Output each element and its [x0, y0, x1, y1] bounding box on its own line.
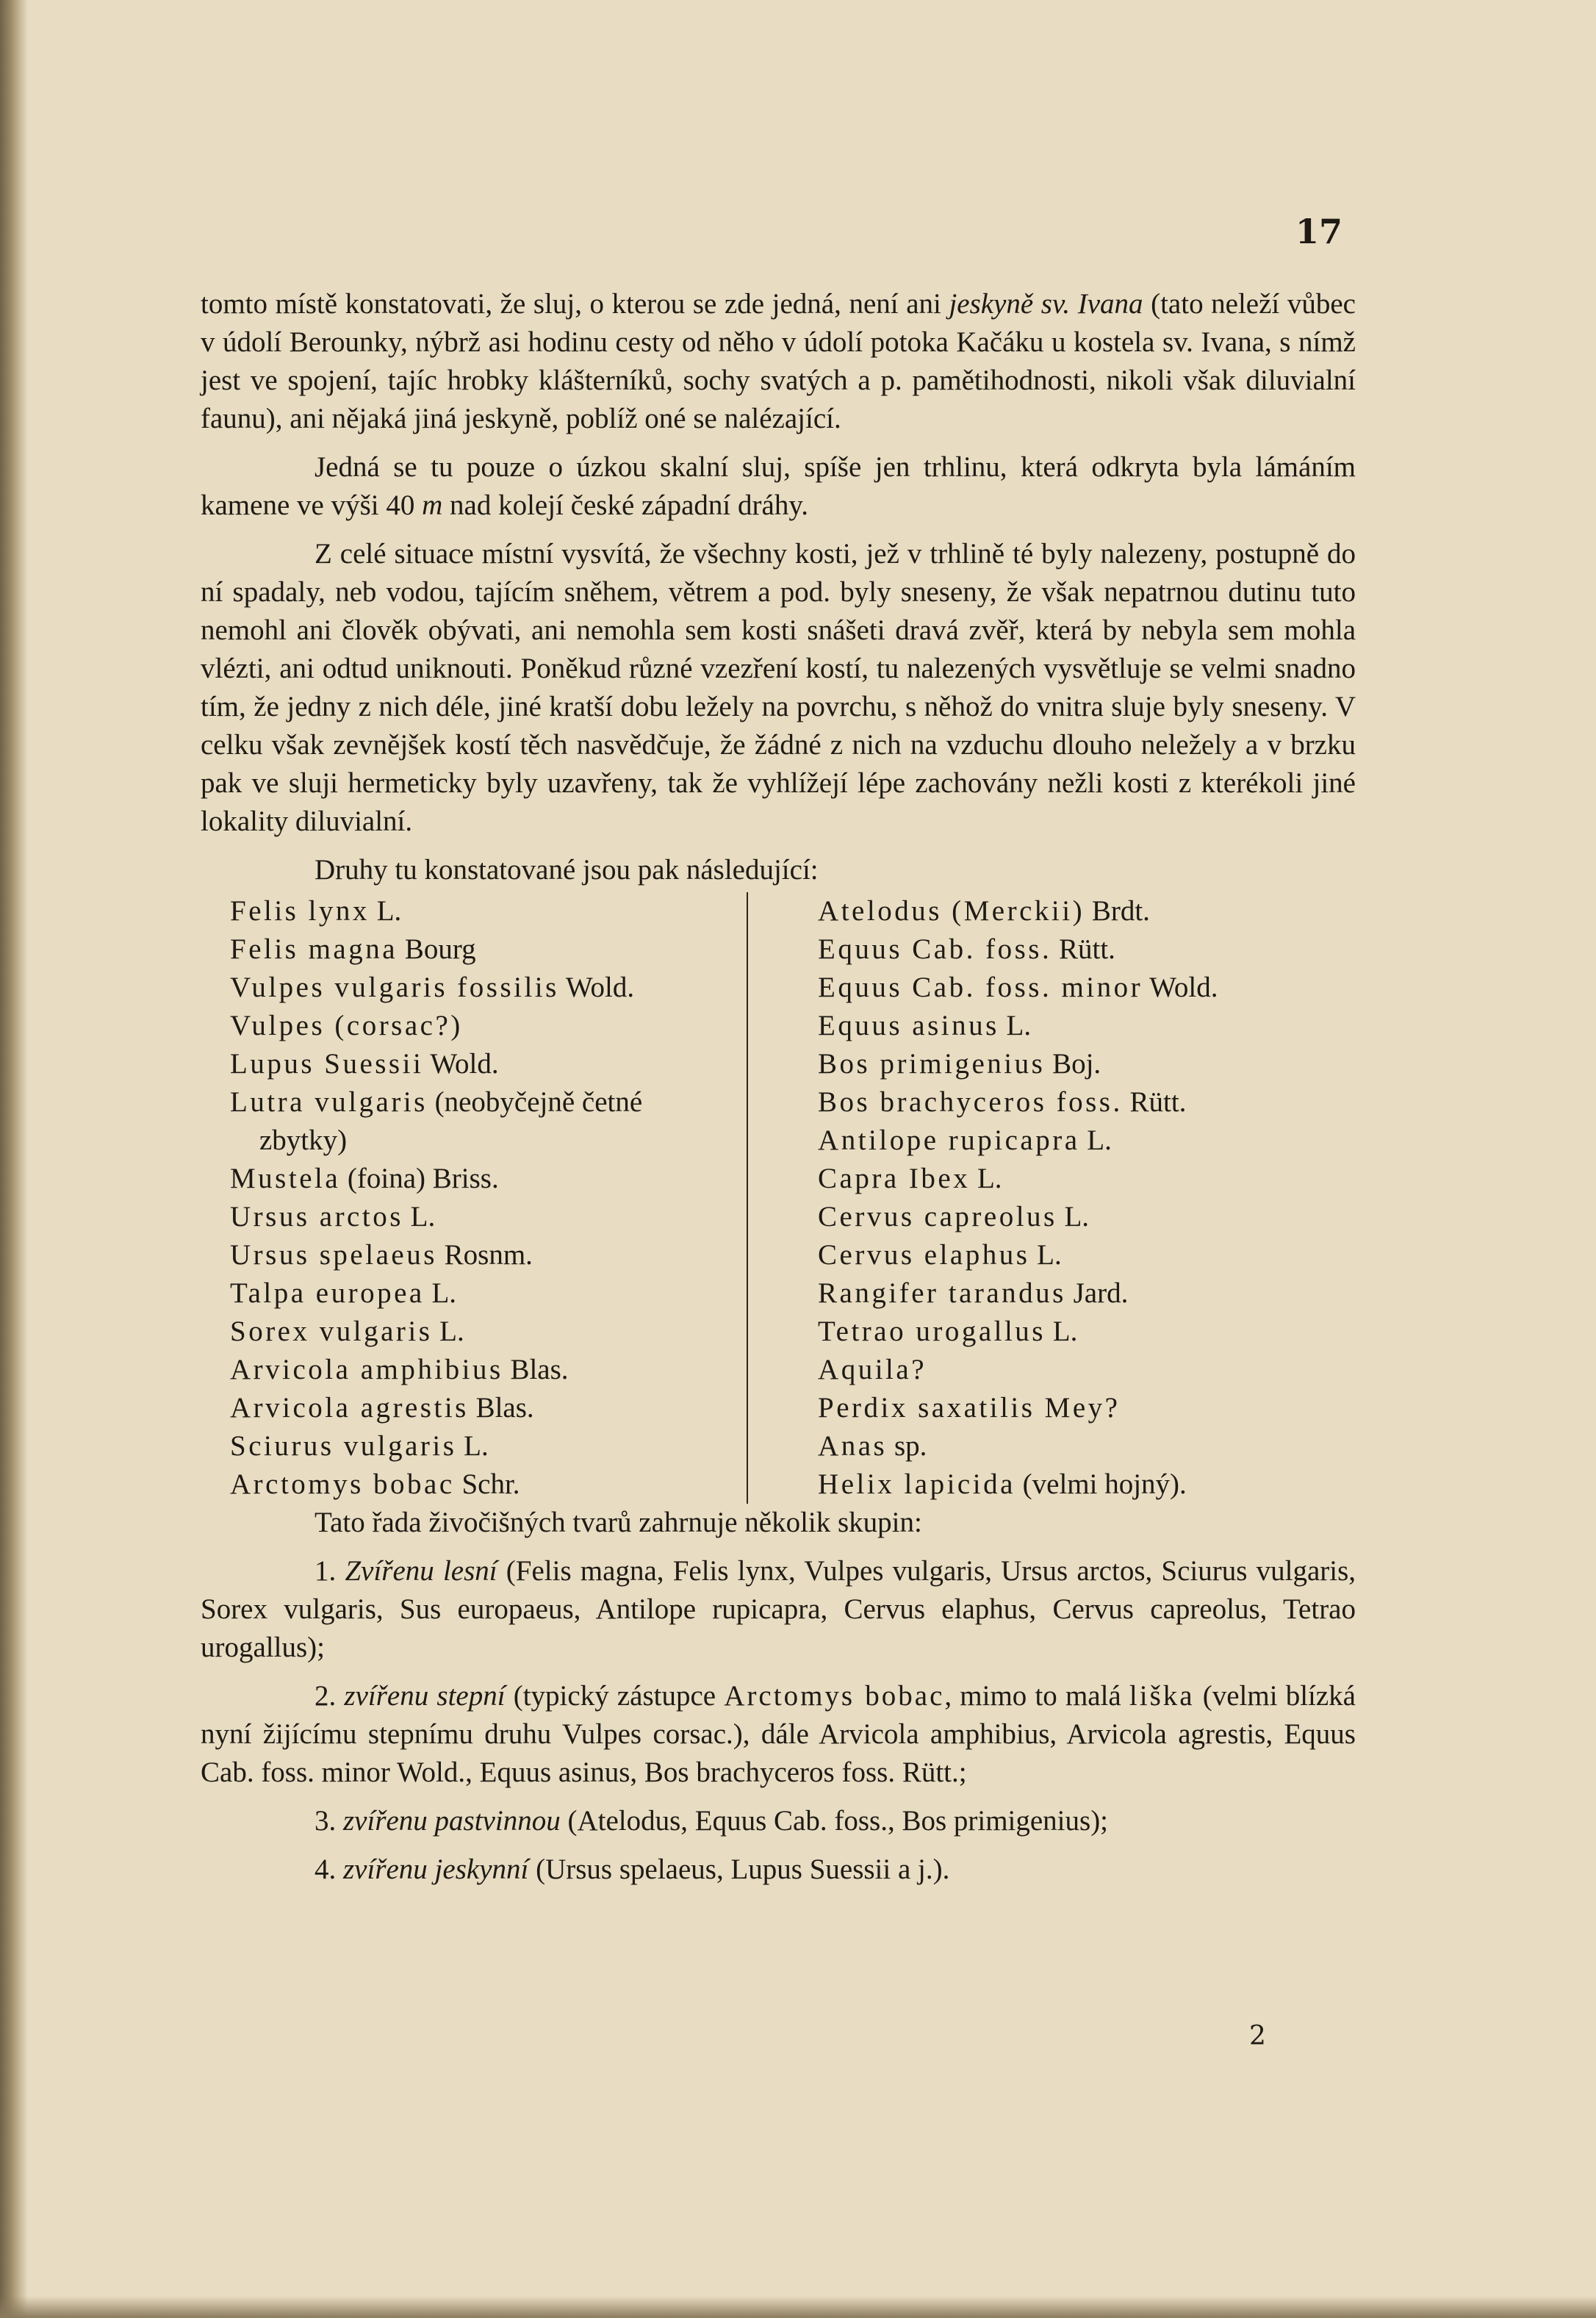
species-item — [230, 1313, 747, 1351]
species-name: Aquila? — [818, 1354, 927, 1385]
species-name: Arvicola amphibius — [230, 1354, 503, 1385]
species-name: Arvicola agrestis — [230, 1392, 469, 1424]
species-author: L. — [1029, 1239, 1062, 1271]
species-item — [818, 969, 1356, 1007]
species-author: L. — [1046, 1316, 1078, 1347]
page-number: 17 — [1295, 212, 1342, 251]
species-name: Talpa europea — [230, 1277, 425, 1309]
species-author: (foina) Briss. — [340, 1163, 499, 1194]
species-list — [201, 892, 1356, 1504]
species-name: Arctomys bobac — [230, 1468, 455, 1500]
body-text — [201, 285, 1356, 1889]
page-bottom-edge — [0, 2296, 1596, 2318]
species-item — [818, 1007, 1356, 1045]
list-intro: Druhy tu konstatované jsou pak následující: — [314, 854, 819, 886]
species-author: Schr. — [454, 1468, 520, 1500]
species-item — [818, 1313, 1356, 1351]
species-author: sp. — [887, 1430, 927, 1462]
species-author: L. — [403, 1201, 436, 1232]
species-name: Ursus arctos — [230, 1201, 403, 1232]
species-name: Lupus Suessii — [230, 1048, 424, 1080]
species-author: Wold. — [558, 972, 635, 1003]
species-column-right — [747, 892, 1356, 1504]
species-item — [230, 1427, 747, 1465]
species-item — [818, 1274, 1356, 1313]
species-author: Wold. — [423, 1048, 499, 1080]
species-author: L. — [1057, 1201, 1090, 1232]
species-author: Rütt. — [1122, 1086, 1187, 1118]
species-item — [818, 1083, 1356, 1122]
species-item — [818, 1198, 1356, 1236]
species-name: Mustela — [230, 1163, 341, 1194]
group-1: 1. Zvířenu lesní (Felis magna, Felis lynx, Vulpes vulgaris, Ursus arctos, Sciurus vulgaris, Sorex vulgaris, Sus europaeus, Antilope rupicapra, Cervus elaphus, Cervus capreolus, Tetrao urogallus); — [201, 1555, 1356, 1663]
species-item — [230, 1351, 747, 1389]
species-author: Boj. — [1045, 1048, 1101, 1080]
species-item — [818, 1160, 1356, 1198]
species-item — [230, 969, 747, 1007]
group-3: 3. zvířenu pastvinnou (Atelodus, Equus Cab. foss., Bos primigenius); — [314, 1805, 1109, 1837]
species-item — [230, 1083, 747, 1122]
species-item — [230, 1045, 747, 1083]
species-item — [230, 1389, 747, 1427]
species-name: Cervus elaphus — [818, 1239, 1030, 1271]
species-column-left — [201, 892, 747, 1504]
species-author: Brdt. — [1085, 895, 1150, 927]
paragraph-1: tomto místě konstatovati, že sluj, o kterou se zde jedná, není ani jeskyně sv. Ivana (tato neleží vůbec v údolí Berounky, nýbrž asi hodinu cesty od něho v údolí potoka Kačáku u kostela sv. Ivana, s nímž jest ve spojení, tajíc hrobky klášterníků, sochy svatých a p. pamětihodnosti, nikoli však diluvialní faunu), ani nějaká jiná jeskyně, poblíž oné se nalézající. — [201, 288, 1356, 434]
species-item — [818, 1122, 1356, 1160]
signature-mark: 2 — [1249, 2021, 1266, 2051]
species-name: Equus asinus — [818, 1010, 999, 1041]
species-name: Antilope rupicapra — [818, 1124, 1080, 1156]
species-item-continuation: zbytky) — [259, 1124, 348, 1156]
groups-intro: Tato řada živočišných tvarů zahrnuje několik skupin: — [314, 1507, 922, 1538]
species-name: Ursus spelaeus — [230, 1239, 437, 1271]
species-name: Equus Cab. foss. — [818, 933, 1052, 965]
species-name: Equus Cab. foss. minor — [818, 972, 1143, 1003]
species-name: Cervus capreolus — [818, 1201, 1057, 1232]
species-author: L. — [1079, 1124, 1112, 1156]
species-author: L. — [424, 1277, 457, 1309]
species-author: Blas. — [468, 1392, 534, 1424]
species-author: Blas. — [503, 1354, 569, 1385]
species-name: Felis magna — [230, 933, 398, 965]
species-name: Vulpes (corsac?) — [230, 1010, 463, 1041]
species-name: Bos brachyceros foss. — [818, 1086, 1123, 1118]
species-author: Rütt. — [1052, 933, 1115, 965]
species-author: Wold. — [1143, 972, 1218, 1003]
book-spine-shadow — [0, 0, 28, 2318]
species-item — [818, 1236, 1356, 1274]
species-item — [818, 1351, 1356, 1389]
species-author: L. — [970, 1163, 1002, 1194]
species-name: Felis lynx — [230, 895, 370, 927]
species-item — [230, 1160, 747, 1198]
species-name: Sciurus vulgaris — [230, 1430, 457, 1462]
species-author: (neobyčejně četné — [427, 1086, 643, 1118]
species-item — [818, 1427, 1356, 1465]
species-item — [230, 1007, 747, 1045]
species-name: Atelodus (Merckii) — [818, 895, 1085, 927]
species-item — [230, 930, 747, 969]
species-author: Bourg — [398, 933, 476, 965]
species-name: Vulpes vulgaris fossilis — [230, 972, 559, 1003]
species-name: Tetrao urogallus — [818, 1316, 1046, 1347]
species-item — [230, 1236, 747, 1274]
species-author: L. — [999, 1010, 1032, 1041]
paragraph-3: Z celé situace místní vysvítá, že všechny kosti, jež v trhlině té byly nalezeny, postupně do ní spadaly, neb vodou, tajícím sněhem, větrem a pod. byly sneseny, že však nepatrnou dutinu tuto nemohl ani člověk obývati, ani nemohla sem kosti snášeti dravá zvěř, která by nebyla sem mohla vlézti, ani odtud uniknouti. Poněkud různé vzezření kostí, tu nalezených vysvětluje se velmi snadno tím, že jedny z nich déle, jiné kratší dobu ležely na povrchu, s něhož do vnitra sluje byly sneseny. V celku však zevnějšek kostí těch nasvědčuje, že žádné z nich na vzduchu dlouho neležely a v brzku pak ve sluji hermeticky byly uzavřeny, tak že vyhlížejí lépe zachovány nežli kosti z kterékoli jiné lokality diluvialní. — [201, 538, 1356, 837]
species-author: L. — [432, 1316, 464, 1347]
species-name: Sorex vulgaris — [230, 1316, 433, 1347]
species-author: Rosnm. — [436, 1239, 533, 1271]
species-name: Perdix saxatilis Mey? — [818, 1392, 1121, 1424]
species-author: Jard. — [1065, 1277, 1129, 1309]
species-name: Rangifer tarandus — [818, 1277, 1066, 1309]
species-author: L. — [456, 1430, 489, 1462]
species-name: Lutra vulgaris — [230, 1086, 428, 1118]
species-item — [818, 1465, 1356, 1504]
group-2: 2. zvířenu stepní (typický zástupce Arctomys bobac, mimo to malá liška (velmi blízká nyní žijícímu stepnímu druhu Vulpes corsac.), dále Arvicola amphibius, Arvicola agrestis, Equus Cab. foss. minor Wold., Equus asinus, Bos brachyceros foss. Rütt.; — [201, 1680, 1356, 1788]
paragraph-2: Jedná se tu pouze o úzkou skalní sluj, spíše jen trhlinu, která odkryta byla lámáním kamene ve výši 40 m nad kolejí české západní dráhy. — [201, 451, 1356, 521]
species-author: (velmi hojný). — [1015, 1468, 1187, 1500]
species-name: Anas — [818, 1430, 888, 1462]
species-item — [230, 1198, 747, 1236]
species-item — [230, 1465, 747, 1504]
species-name: Bos primigenius — [818, 1048, 1046, 1080]
group-4: 4. zvířenu jeskynní (Ursus spelaeus, Lupus Suessii a j.). — [314, 1854, 950, 1885]
species-item — [230, 1274, 747, 1313]
species-name: Helix lapicida — [818, 1468, 1016, 1500]
species-name: Capra Ibex — [818, 1163, 971, 1194]
species-item — [230, 892, 747, 930]
species-item — [818, 892, 1356, 930]
species-item — [818, 1045, 1356, 1083]
species-item — [818, 1389, 1356, 1427]
species-author: L. — [369, 895, 402, 927]
species-item — [818, 930, 1356, 969]
